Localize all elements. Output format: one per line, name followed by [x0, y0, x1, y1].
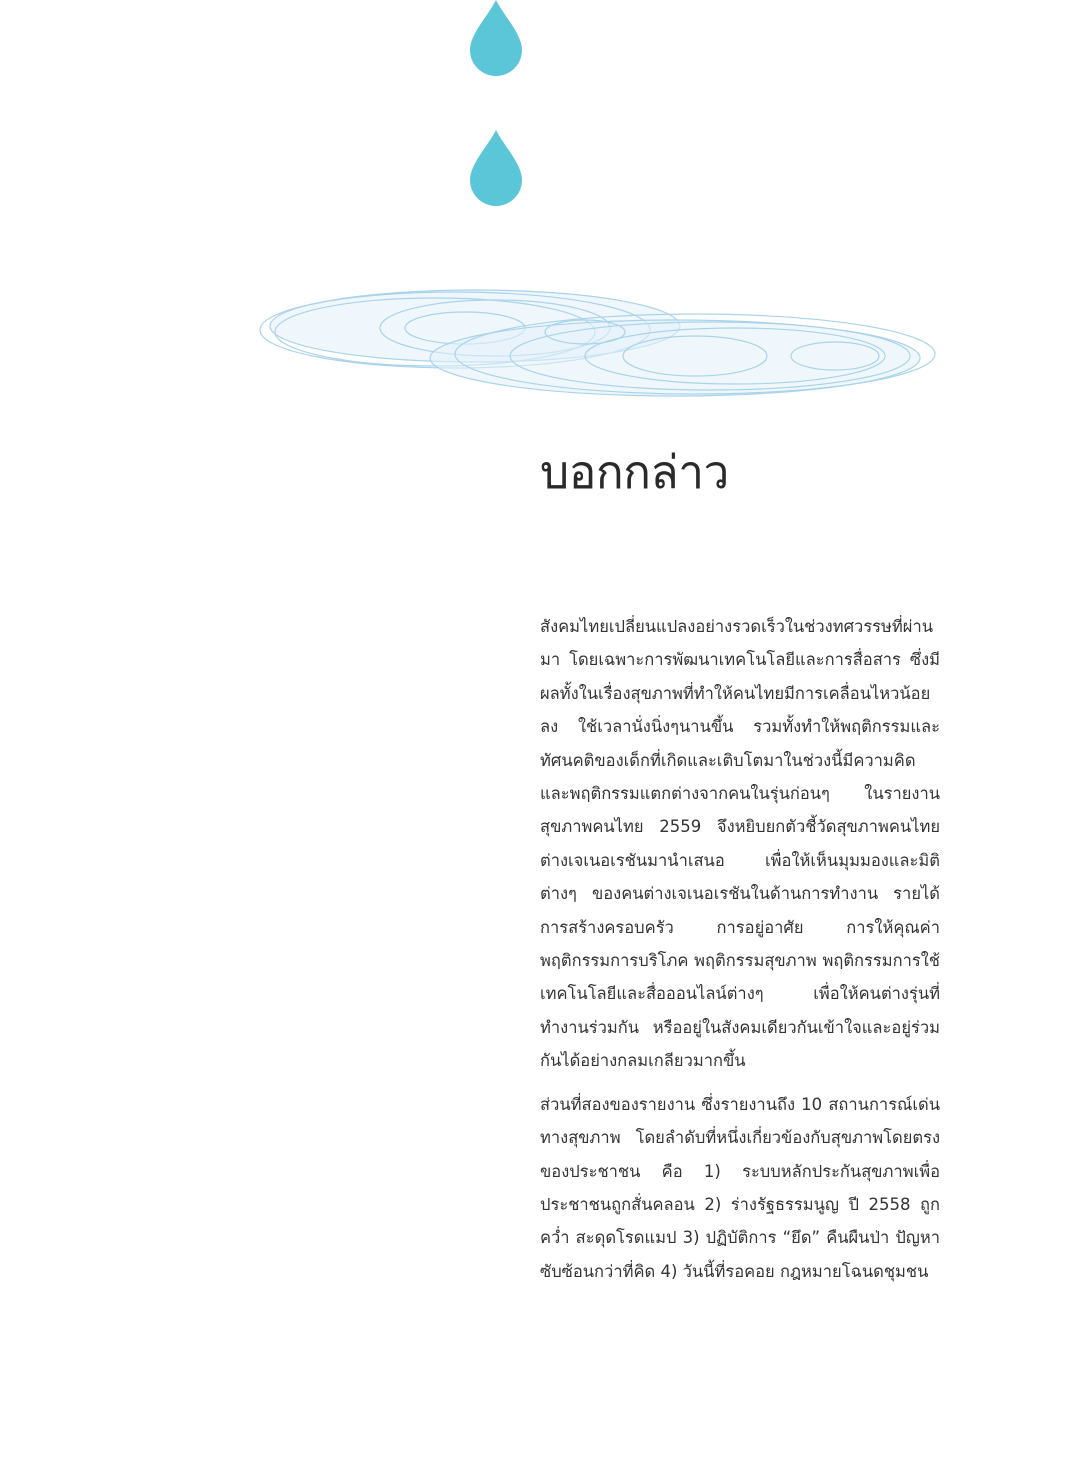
paragraph: สังคมไทยเปลี่ยนแปลงอย่างรวดเร็วในช่วงทศวรรษที่ผ่านมา โดยเฉพาะการพัฒนาเทคโนโลยีและการสื่อสาร ซึ่งมีผลทั้งในเรื่องสุขภาพที่ทำให้คนไทยมีการเคลื่อนไหวน้อยลง ใช้เวลานั่งนิ่งๆนานขึ้น รวมทั้งทำให้พฤติกรรมและทัศนคติของเด็กที่เกิดและเติบโตมาในช่วงนี้มีความคิดและพฤติกรรมแตกต่างจากคนในรุ่นก่อนๆ ในรายงานสุขภาพคนไทย 2559 จึงหยิบยกตัวชี้วัดสุขภาพคนไทยต่างเจเนอเรชันมานำเสนอ เพื่อให้เห็นมุมมองและมิติต่างๆ ของคนต่างเจเนอเรชันในด้านการทำงาน รายได้ การสร้างครอบครัว การอยู่อาศัย การให้คุณค่า พฤติกรรมการบริโภค พฤติกรรมสุขภาพ พฤติกรรมการใช้เทคโนโลยีและสื่อออนไลน์ต่างๆ เพื่อให้คนต่างรุ่นที่ทำงานร่วมกัน หรืออยู่ในสังคมเดียวกันเข้าใจและอยู่ร่วมกันได้อย่างกลมเกลียวมากขึ้น — [540, 617, 940, 1071]
water-drop-icon — [470, 0, 522, 76]
page-title: บอกกล่าว — [540, 445, 729, 499]
paragraph: ส่วนที่สองของรายงาน ซึ่งรายงานถึง 10 สถานการณ์เด่นทางสุขภาพ โดยลำดับที่หนึ่งเกี่ยวข้องกับสุขภาพโดยตรงของประชาชน คือ 1) ระบบหลักประกันสุขภาพเพื่อประชาชนถูกสั่นคลอน 2) ร่างรัฐธรรมนูญ ปี 2558 ถูกคว่ำ สะดุดโรดแมป 3) ปฏิบัติการ “ยึด” คืนผืนป่า ปัญหาซับซ้อนกว่าที่คิด 4) วันนี้ที่รอคอย กฎหมายโฉนดชุมชน — [540, 1094, 940, 1281]
body-text — [540, 610, 940, 1288]
water-ripple-icon — [255, 282, 945, 404]
water-drop-icon — [470, 130, 522, 206]
